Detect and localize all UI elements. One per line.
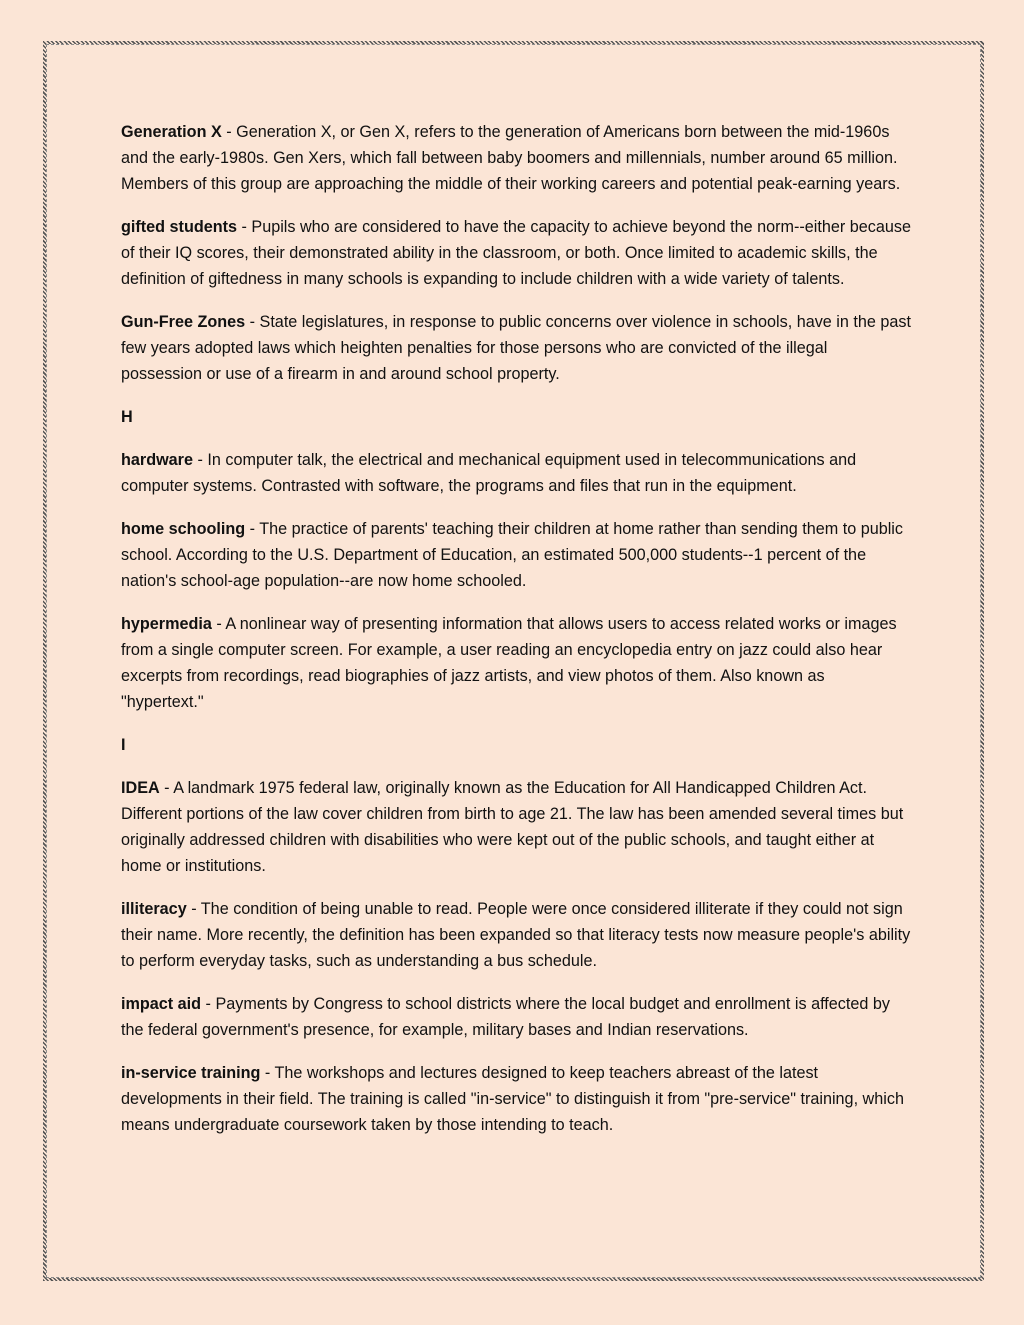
entry-term: impact aid (121, 995, 202, 1013)
entry-separator: - (192, 451, 208, 469)
glossary-entry-idea (121, 775, 911, 879)
glossary-entry-illiteracy (121, 896, 911, 974)
entry-definition: The workshops and lectures designed to keep teachers abreast of the latest developments in their field. The training is called "in-service" to distinguish it from "pre-service" training, which means undergraduate coursework taken by those intending to teach. (121, 1064, 904, 1134)
entry-separator: - (245, 520, 260, 538)
entry-separator: - (245, 313, 260, 331)
entry-definition: The practice of parents' teaching their children at home rather than sending them to public school. According to the U.S. Department of Education, an estimated 500,000 students--1 percent of the nation's school-age population--are now home schooled. (121, 520, 903, 590)
entry-definition: State legislatures, in response to public concerns over violence in schools, have in the past few years adopted laws which heighten penalties for those persons who are convicted of the illegal possession or use of a firearm in and around school property. (121, 313, 911, 383)
entry-term: gifted students (121, 218, 238, 236)
entry-separator: - (221, 123, 237, 141)
entry-definition: In computer talk, the electrical and mechanical equipment used in telecommunications and computer systems. Contrasted with software, the programs and files that run in the equipment. (121, 451, 857, 495)
entry-term: illiteracy (121, 900, 187, 918)
entry-term: home schooling (121, 520, 246, 538)
entry-term: Generation X (121, 123, 222, 141)
entry-term: IDEA (121, 779, 160, 797)
entry-separator: - (211, 615, 226, 633)
glossary-entry-gun-free-zones (121, 309, 911, 387)
glossary-entry-impact-aid (121, 991, 911, 1043)
section-heading-h: H (121, 408, 133, 426)
entry-separator: - (260, 1064, 275, 1082)
entry-separator: - (201, 995, 216, 1013)
entry-definition: A nonlinear way of presenting information that allows users to access related works or images from a single computer screen. For example, a user reading an encyclopedia entry on jazz could also hear excerpts from recordings, read biographies of jazz artists, and view photos of them. Also known as "hypertext." (121, 615, 897, 711)
entry-term: hypermedia (121, 615, 212, 633)
entry-term: in-service training (121, 1064, 261, 1082)
entry-definition: Pupils who are considered to have the capacity to achieve beyond the norm--either because of their IQ scores, their demonstrated ability in the classroom, or both. Once limited to academic skills, the definition of giftedness in many schools is expanding to include children with a wide variety of talents. (121, 218, 911, 288)
section-heading-i: I (121, 736, 126, 754)
entry-term: hardware (121, 451, 193, 469)
glossary-content (121, 119, 911, 1155)
entry-term: Gun-Free Zones (121, 313, 246, 331)
entry-definition: The condition of being unable to read. People were once considered illiterate if they could not sign their name. More recently, the definition has been expanded so that literacy tests now measure people's ability to perform everyday tasks, such as understanding a bus schedule. (121, 900, 911, 970)
entry-separator: - (159, 779, 174, 797)
entry-definition: Generation X, or Gen X, refers to the generation of Americans born between the mid-1960s and the early-1980s. Gen Xers, which fall between baby boomers and millennials, number around 65 million. Members of this group are approaching the middle of their working careers and potential peak-earning years. (121, 123, 901, 193)
entry-definition: A landmark 1975 federal law, originally known as the Education for All Handicapped Children Act. Different portions of the law cover children from birth to age 21. The law has been amended several times but originally addressed children with disabilities who were kept out of the public schools, and taught either at home or institutions. (121, 779, 904, 875)
glossary-entry-hardware (121, 447, 911, 499)
glossary-entry-generation-x (121, 119, 911, 197)
entry-separator: - (237, 218, 252, 236)
entry-definition: Payments by Congress to school districts where the local budget and enrollment is affected by the federal government's presence, for example, military bases and Indian reservations. (121, 995, 890, 1039)
entry-separator: - (186, 900, 201, 918)
glossary-entry-hypermedia (121, 611, 911, 715)
glossary-entry-in-service-training (121, 1060, 911, 1138)
glossary-entry-home-schooling (121, 516, 911, 594)
glossary-entry-gifted-students (121, 214, 911, 292)
